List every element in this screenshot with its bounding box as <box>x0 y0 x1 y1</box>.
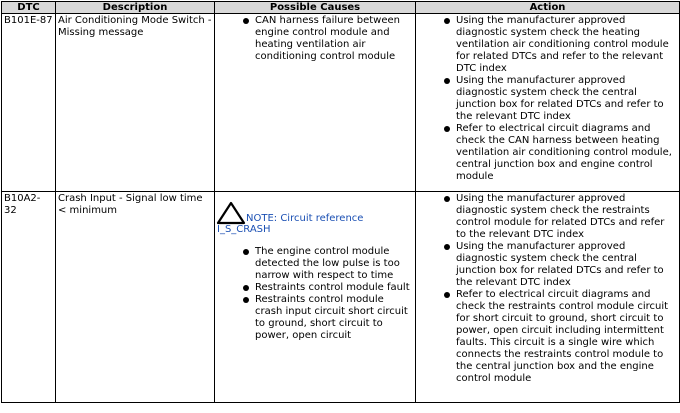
dtc-table <box>1 1 680 403</box>
dtc-code: B10A2-32 <box>2 192 56 403</box>
actions-list <box>418 15 677 183</box>
actions-list <box>418 193 677 385</box>
header-action: Action <box>416 2 680 14</box>
table-header-row <box>2 2 680 14</box>
note-circuit-reference: I_S_CRASH <box>217 224 271 235</box>
list-item: Using the manufacturer approved diagnostic system check the central junction box for related DTCs and refer to the relevant DTC index <box>456 75 677 123</box>
table-row <box>2 14 680 192</box>
list-item: Using the manufacturer approved diagnostic system check the heating ventilation air conditioning control module for related DTCs and refer to the relevant DTC index <box>456 15 677 75</box>
list-item: Restraints control module crash input circuit short circuit to ground, short circuit to power, open circuit <box>255 294 413 342</box>
causes-list <box>217 15 413 63</box>
list-item: CAN harness failure between engine control module and heating ventilation air conditioning control module <box>255 15 413 63</box>
dtc-code: B101E-87 <box>2 14 56 192</box>
list-item: Refer to electrical circuit diagrams and check the restraints control module circuit for short circuit to ground, short circuit to power, open circuit including intermittent faults. This circuit is a single wire which connects the restraints control module to the central junction box and the engine control module <box>456 289 677 385</box>
possible-causes-cell <box>215 192 416 403</box>
dtc-description: Crash Input - Signal low time < minimum <box>56 192 215 403</box>
header-dtc: DTC <box>2 2 56 14</box>
list-item: Using the manufacturer approved diagnostic system check the restraints control module for related DTCs and refer to the relevant DTC index <box>456 193 677 241</box>
table-row <box>2 192 680 403</box>
note-block <box>217 193 413 236</box>
action-cell <box>416 14 680 192</box>
warning-triangle-icon <box>216 201 246 225</box>
header-description: Description <box>56 2 215 14</box>
note-label: NOTE: Circuit reference <box>246 213 364 224</box>
action-cell <box>416 192 680 403</box>
list-item: Using the manufacturer approved diagnostic system check the central junction box for related DTCs and refer to the relevant DTC index <box>456 241 677 289</box>
list-item: Refer to electrical circuit diagrams and check the CAN harness between heating ventilation air conditioning control module, central junction box and engine control module <box>456 123 677 183</box>
causes-list <box>217 246 413 342</box>
possible-causes-cell <box>215 14 416 192</box>
header-possible-causes: Possible Causes <box>215 2 416 14</box>
list-item: The engine control module detected the low pulse is too narrow with respect to time <box>255 246 413 282</box>
dtc-description: Air Conditioning Mode Switch - Missing message <box>56 14 215 192</box>
list-item: Restraints control module fault <box>255 282 413 294</box>
